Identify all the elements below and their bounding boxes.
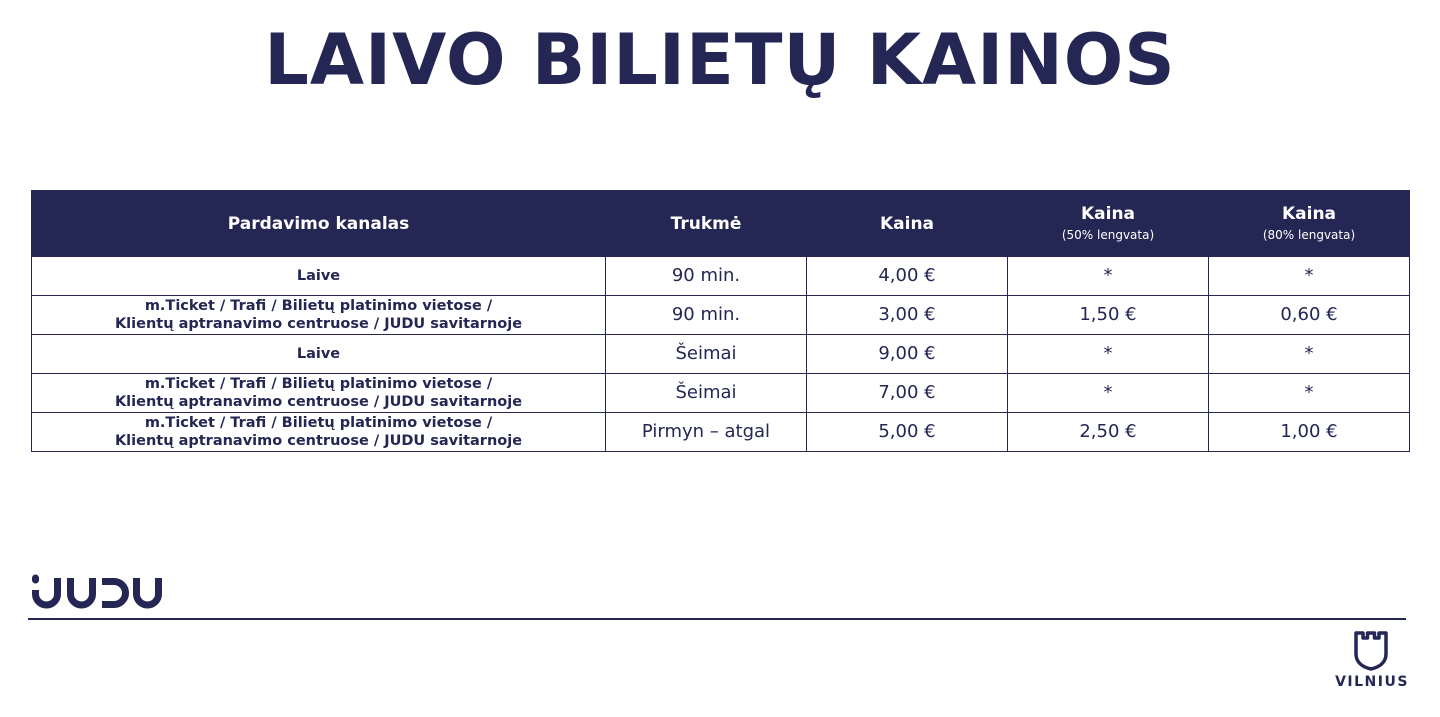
cell-duration: Šeimai <box>606 335 807 374</box>
header-price-50 <box>1008 191 1209 257</box>
header-label: Kaina <box>1281 204 1337 224</box>
cell-sales-channel <box>32 374 606 413</box>
header-price <box>807 191 1008 257</box>
channel-line: m.Ticket / Trafi / Bilietų platinimo vietose / <box>144 415 493 431</box>
header-sales-channel <box>32 191 606 257</box>
header-label: Kaina <box>879 213 935 234</box>
header-duration <box>606 191 807 257</box>
cell-price: 5,00 € <box>807 413 1008 452</box>
judu-logo-icon <box>32 574 162 612</box>
table-row <box>32 374 1410 413</box>
cell-price: 4,00 € <box>807 257 1008 296</box>
channel-line: Laive <box>296 346 341 362</box>
table-row <box>32 335 1410 374</box>
cell-sales-channel <box>32 413 606 452</box>
cell-duration: Šeimai <box>606 374 807 413</box>
vilnius-wordmark: VILNIUS <box>1335 674 1409 690</box>
cell-price: 7,00 € <box>807 374 1008 413</box>
channel-line: Klientų aptranavimo centruose / JUDU savitarnoje <box>114 394 523 410</box>
cell-duration: 90 min. <box>606 296 807 335</box>
cell-duration: Pirmyn – atgal <box>606 413 807 452</box>
cell-price-50: 2,50 € <box>1008 413 1209 452</box>
cell-price-50: 1,50 € <box>1008 296 1209 335</box>
cell-sales-channel <box>32 257 606 296</box>
cell-price-50: * <box>1008 257 1209 296</box>
vilnius-crest-icon <box>1352 630 1390 672</box>
header-label: Pardavimo kanalas <box>227 213 410 234</box>
cell-price-80: * <box>1209 374 1410 413</box>
channel-line: m.Ticket / Trafi / Bilietų platinimo vietose / <box>144 298 493 314</box>
table-row <box>32 257 1410 296</box>
cell-price-50: * <box>1008 374 1209 413</box>
header-sublabel: (80% lengvata) <box>1262 228 1356 242</box>
channel-line: Klientų aptranavimo centruose / JUDU savitarnoje <box>114 316 523 332</box>
cell-sales-channel <box>32 296 606 335</box>
cell-price-80: * <box>1209 335 1410 374</box>
header-label: Kaina <box>1080 204 1136 224</box>
cell-duration: 90 min. <box>606 257 807 296</box>
cell-price-50: * <box>1008 335 1209 374</box>
cell-price-80: * <box>1209 257 1410 296</box>
table-header-row <box>32 191 1410 257</box>
header-label: Trukmė <box>670 213 742 234</box>
header-price-80 <box>1209 191 1410 257</box>
page-title: LAIVO BILIETŲ KAINOS <box>264 19 1176 101</box>
price-table <box>31 190 1410 452</box>
channel-line: Klientų aptranavimo centruose / JUDU savitarnoje <box>114 433 523 449</box>
cell-price-80: 1,00 € <box>1209 413 1410 452</box>
cell-sales-channel <box>32 335 606 374</box>
cell-price: 9,00 € <box>807 335 1008 374</box>
cell-price-80: 0,60 € <box>1209 296 1410 335</box>
channel-line: m.Ticket / Trafi / Bilietų platinimo vietose / <box>144 376 493 392</box>
footer-divider <box>28 618 1406 620</box>
channel-line: Laive <box>296 268 341 284</box>
table-row <box>32 413 1410 452</box>
cell-price: 3,00 € <box>807 296 1008 335</box>
table-row <box>32 296 1410 335</box>
header-sublabel: (50% lengvata) <box>1061 228 1155 242</box>
